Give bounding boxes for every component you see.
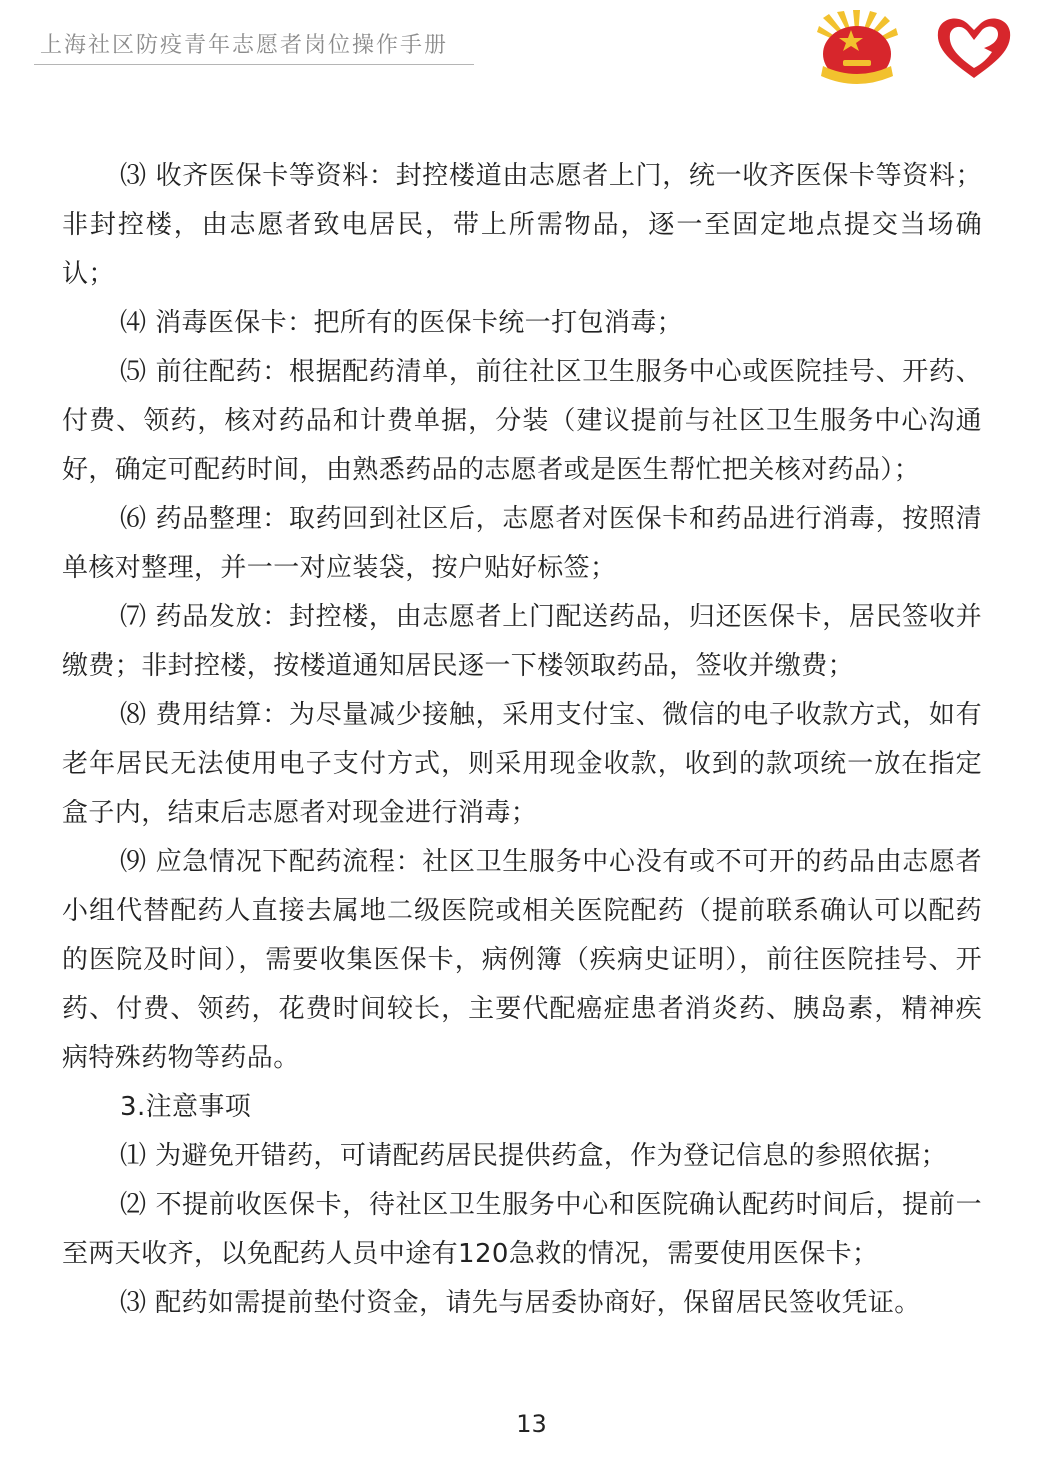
paragraph-distribute-medicine: ⑺ 药品发放：封控楼，由志愿者上门配送药品，归还医保卡，居民签收并缴费；非封控楼，按楼道通知居民逐一下楼领取药品，签收并缴费； [62,602,982,681]
manual-title: 上海社区防疫青年志愿者岗位操作手册 [40,33,449,58]
paragraph-collect-cards: ⑶ 收齐医保卡等资料：封控楼道由志愿者上门，统一收齐医保卡等资料；非封控楼，由志愿者致电居民，带上所需物品，逐一至固定地点提交当场确认； [62,161,982,289]
paragraph-emergency-process: ⑼ 应急情况下配药流程：社区卫生服务中心没有或不可开的药品由志愿者小组代替配药人直接去属地二级医院或相关医院配药（提前联系确认可以配药的医院及时间），需要收集医保卡，病例簿（疾病史证明），前往医院挂号、开药、付费、领药，花费时间较长，主要代配癌症患者消炎药、胰岛素，精神疾病特殊药物等药品。 [62,847,982,1073]
page-number: 13 [516,1410,547,1438]
volunteer-heart-icon [932,12,1016,84]
paragraph-settle-fees: ⑻ 费用结算：为尽量减少接触，采用支付宝、微信的电子收款方式，如有老年居民无法使用电子支付方式，则采用现金收款，收到的款项统一放在指定盒子内，结束后志愿者对现金进行消毒； [62,700,982,828]
paragraph-go-dispense: ⑸ 前往配药：根据配药清单，前往社区卫生服务中心或医院挂号、开药、付费、领药，核对药品和计费单据，分装（建议提前与社区卫生服务中心沟通好，确定可配药时间，由熟悉药品的志愿者或是医生帮忙把关核对药品）； [62,357,982,485]
paragraph-note-2: ⑵ 不提前收医保卡，待社区卫生服务中心和医院确认配药时间后，提前一至两天收齐，以免配药人员中途有120急救的情况，需要使用医保卡； [62,1190,982,1269]
paragraph-note-3: ⑶ 配药如需提前垫付资金，请先与居委协商好，保留居民签收凭证。 [120,1288,921,1318]
youth-league-emblem-icon [813,10,901,88]
page-body [62,152,982,1328]
paragraph-note-1: ⑴ 为避免开错药，可请配药居民提供药盒，作为登记信息的参照依据； [120,1141,948,1171]
section-heading-notes: 3.注意事项 [120,1092,252,1122]
paragraph-sort-medicine: ⑹ 药品整理：取药回到社区后，志愿者对医保卡和药品进行消毒，按照清单核对整理，并一一对应装袋，按户贴好标签； [62,504,982,583]
paragraph-disinfect-cards: ⑷ 消毒医保卡：把所有的医保卡统一打包消毒； [120,308,684,338]
header-divider [34,64,474,65]
